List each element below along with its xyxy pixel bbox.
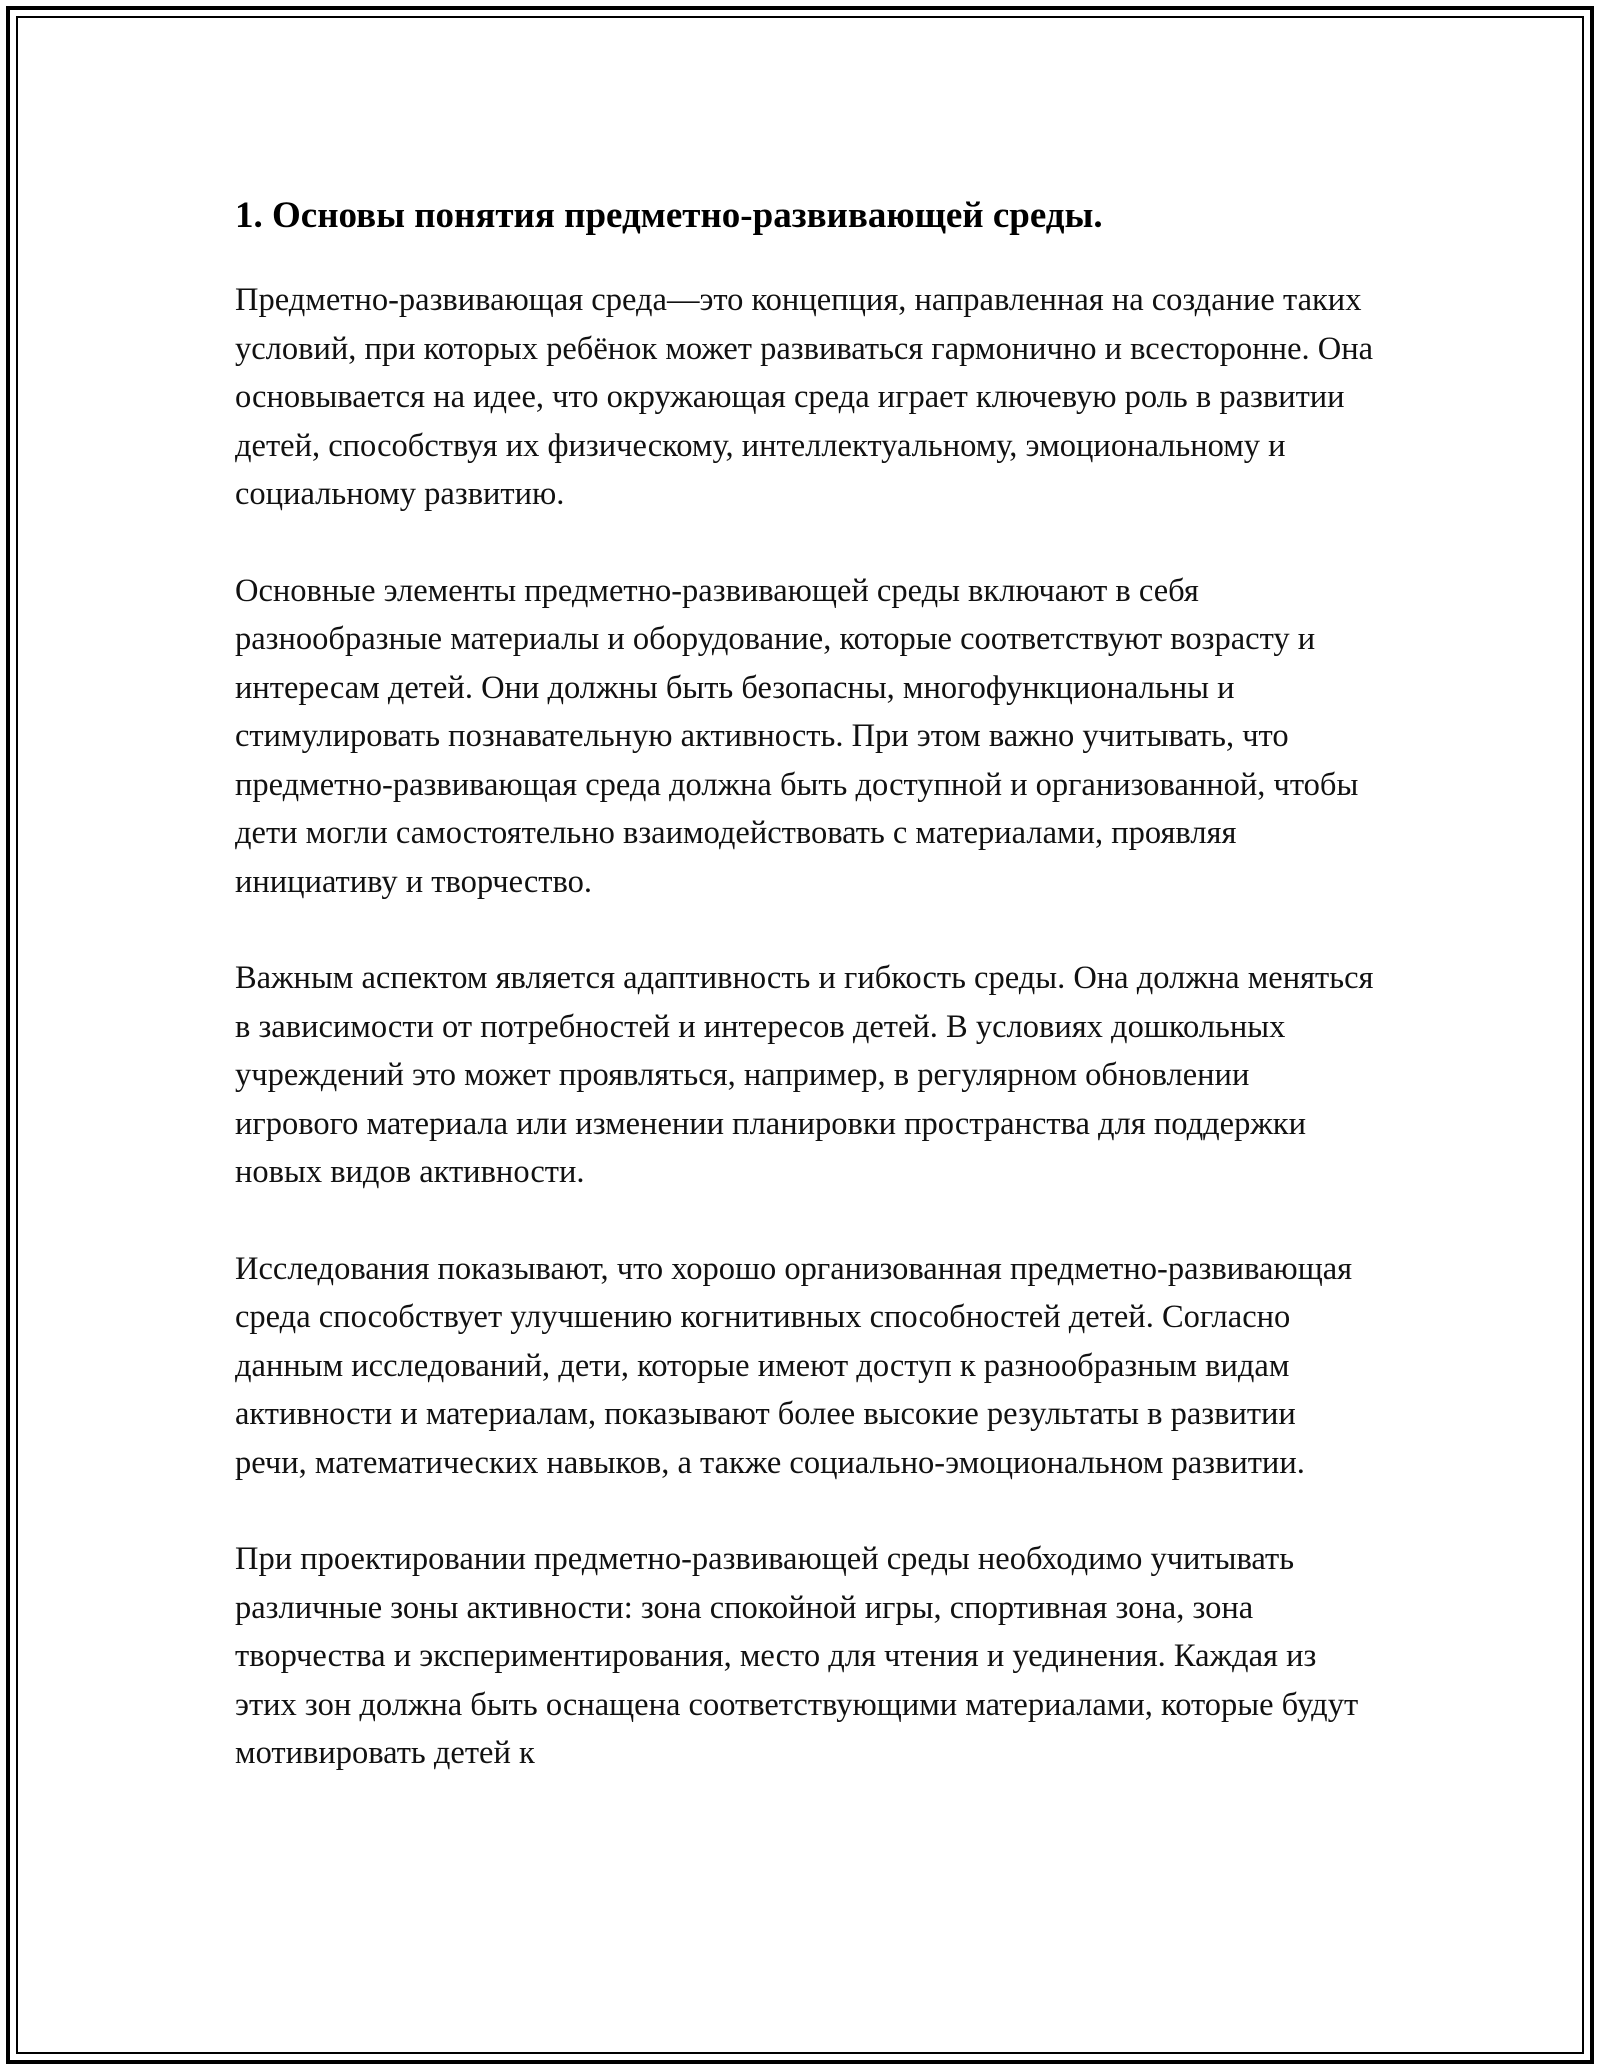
paragraph-elements: Основные элементы предметно-развивающей среды включают в себя разнообразные материалы и оборудование, которые соответствуют возрасту и интересам детей. Они должны быть безопасны, многофункциональны и стимулировать познавательную активность. При этом важно учитывать, что предметно-развивающая среда должна быть доступной и организованной, чтобы дети могли самостоятельно взаимодействовать с материалами, проявляя инициативу и творчество. xyxy=(235,572,1359,900)
paragraph-adaptivity: Важным аспектом является адаптивность и гибкость среды. Она должна меняться в зависимости от потребностей и интересов детей. В условиях дошкольных учреждений это может проявляться, например, в регулярном обновлении игрового материала или изменении планировки пространства для поддержки новых видов активности. xyxy=(235,960,1374,1190)
paragraph-research: Исследования показывают, что хорошо организованная предметно-развивающая среда способствует улучшению когнитивных способностей детей. Согласно данным исследований, дети, которые имеют доступ к разнообразным видам активности и материалам, показывают более высокие результаты в развитии речи, математических навыков, а также социально-эмоциональном развитии. xyxy=(235,1250,1353,1481)
paragraph-definition: Предметно-развивающая среда—это концепция, направленная на создание таких условий, при которых ребёнок может развиваться гармонично и всесторонне. Она основывается на идее, что окружающая среда играет ключевую роль в развитии детей, способствуя их физическому, интеллектуальному, эмоциональному и социальному развитию. xyxy=(235,282,1374,512)
document-body xyxy=(235,188,1375,1826)
paragraph-activity-zones: При проектировании предметно-развивающей среды необходимо учитывать различные зоны активности: зона спокойной игры, спортивная зона, зона творчества и экспериментирования, место для чтения и уединения. Каждая из этих зон должна быть оснащена соответствующими материалами, которые будут мотивировать детей к xyxy=(235,1541,1359,1771)
section-heading: 1. Основы понятия предметно-развивающей среды. xyxy=(235,195,1103,236)
